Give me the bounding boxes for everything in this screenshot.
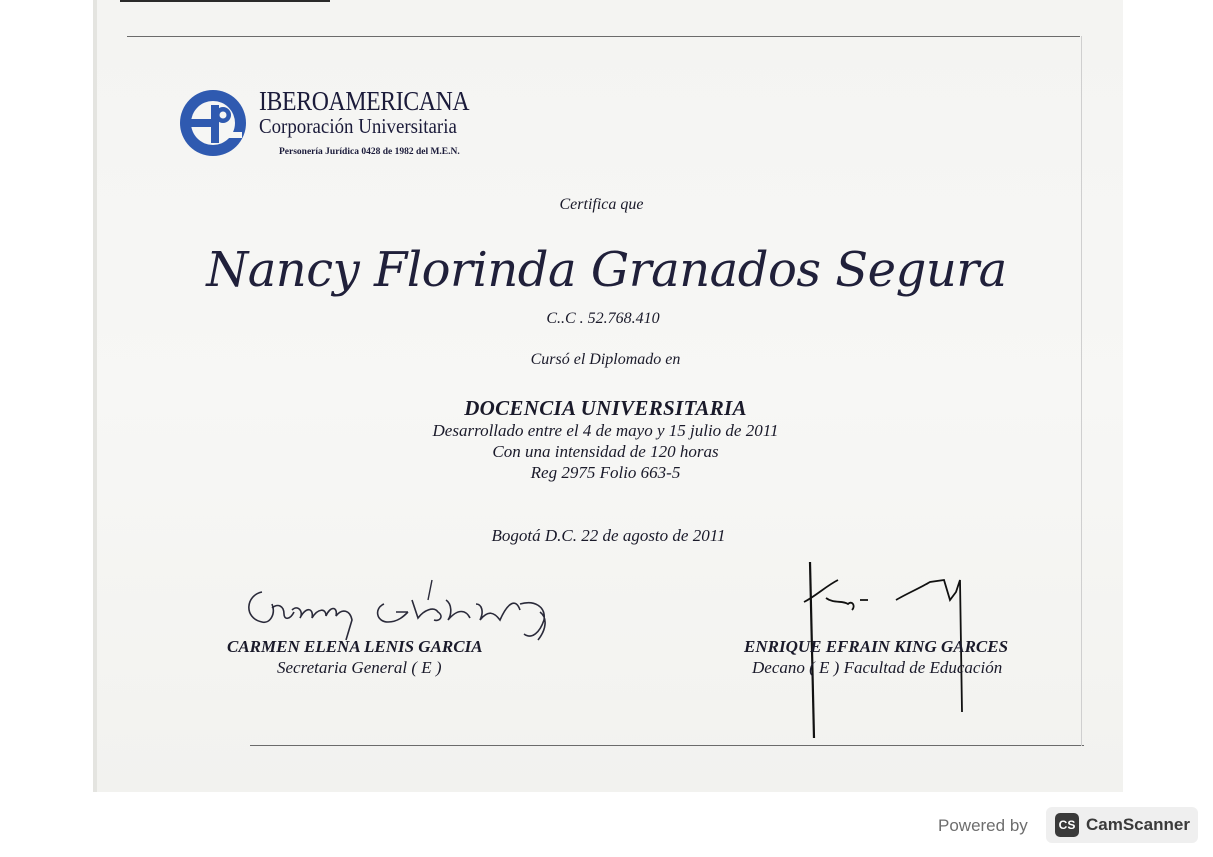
signatory-2-role: Decano ( E ) Facultad de Educación bbox=[752, 658, 1003, 677]
course-name: DOCENCIA UNIVERSITARIA bbox=[464, 396, 747, 420]
signatory-1-name: CARMEN ELENA LENIS GARCIA bbox=[227, 637, 483, 656]
signatory-1-role: Secretaria General ( E ) bbox=[277, 658, 442, 677]
camscanner-label: CamScanner bbox=[1086, 815, 1190, 834]
border-bottom bbox=[250, 745, 1084, 746]
course-registry: Reg 2975 Folio 663-5 bbox=[530, 463, 681, 482]
institution-brand bbox=[259, 88, 498, 137]
iberoamericana-logo-icon bbox=[178, 88, 250, 160]
border-top bbox=[127, 36, 1080, 37]
institution-legal: Personería Jurídica 0428 de 1982 del M.E.N. bbox=[279, 147, 460, 157]
institution-subtitle: Corporación Universitaria bbox=[259, 114, 457, 138]
powered-by-text: Powered by bbox=[938, 816, 1028, 835]
institution-name: IBEROAMERICANA bbox=[259, 86, 470, 116]
recipient-name: Nancy Florinda Granados Segura bbox=[206, 242, 1007, 298]
course-hours: Con una intensidad de 120 horas bbox=[492, 442, 719, 461]
certifies-text: Certifica que bbox=[559, 196, 644, 213]
id-number: C..C . 52.768.410 bbox=[546, 310, 660, 327]
border-right bbox=[1081, 36, 1082, 746]
signatory-2-name: ENRIQUE EFRAIN KING GARCES bbox=[744, 637, 1009, 656]
camscanner-icon: CS bbox=[1055, 813, 1079, 837]
course-dates: Desarrollado entre el 4 de mayo y 15 julio de 2011 bbox=[432, 421, 779, 440]
place-date: Bogotá D.C. 22 de agosto de 2011 bbox=[491, 526, 726, 545]
camscanner-badge bbox=[1046, 807, 1198, 843]
top-edge-mark bbox=[120, 0, 330, 2]
course-intro: Cursó el Diplomado en bbox=[530, 351, 681, 368]
